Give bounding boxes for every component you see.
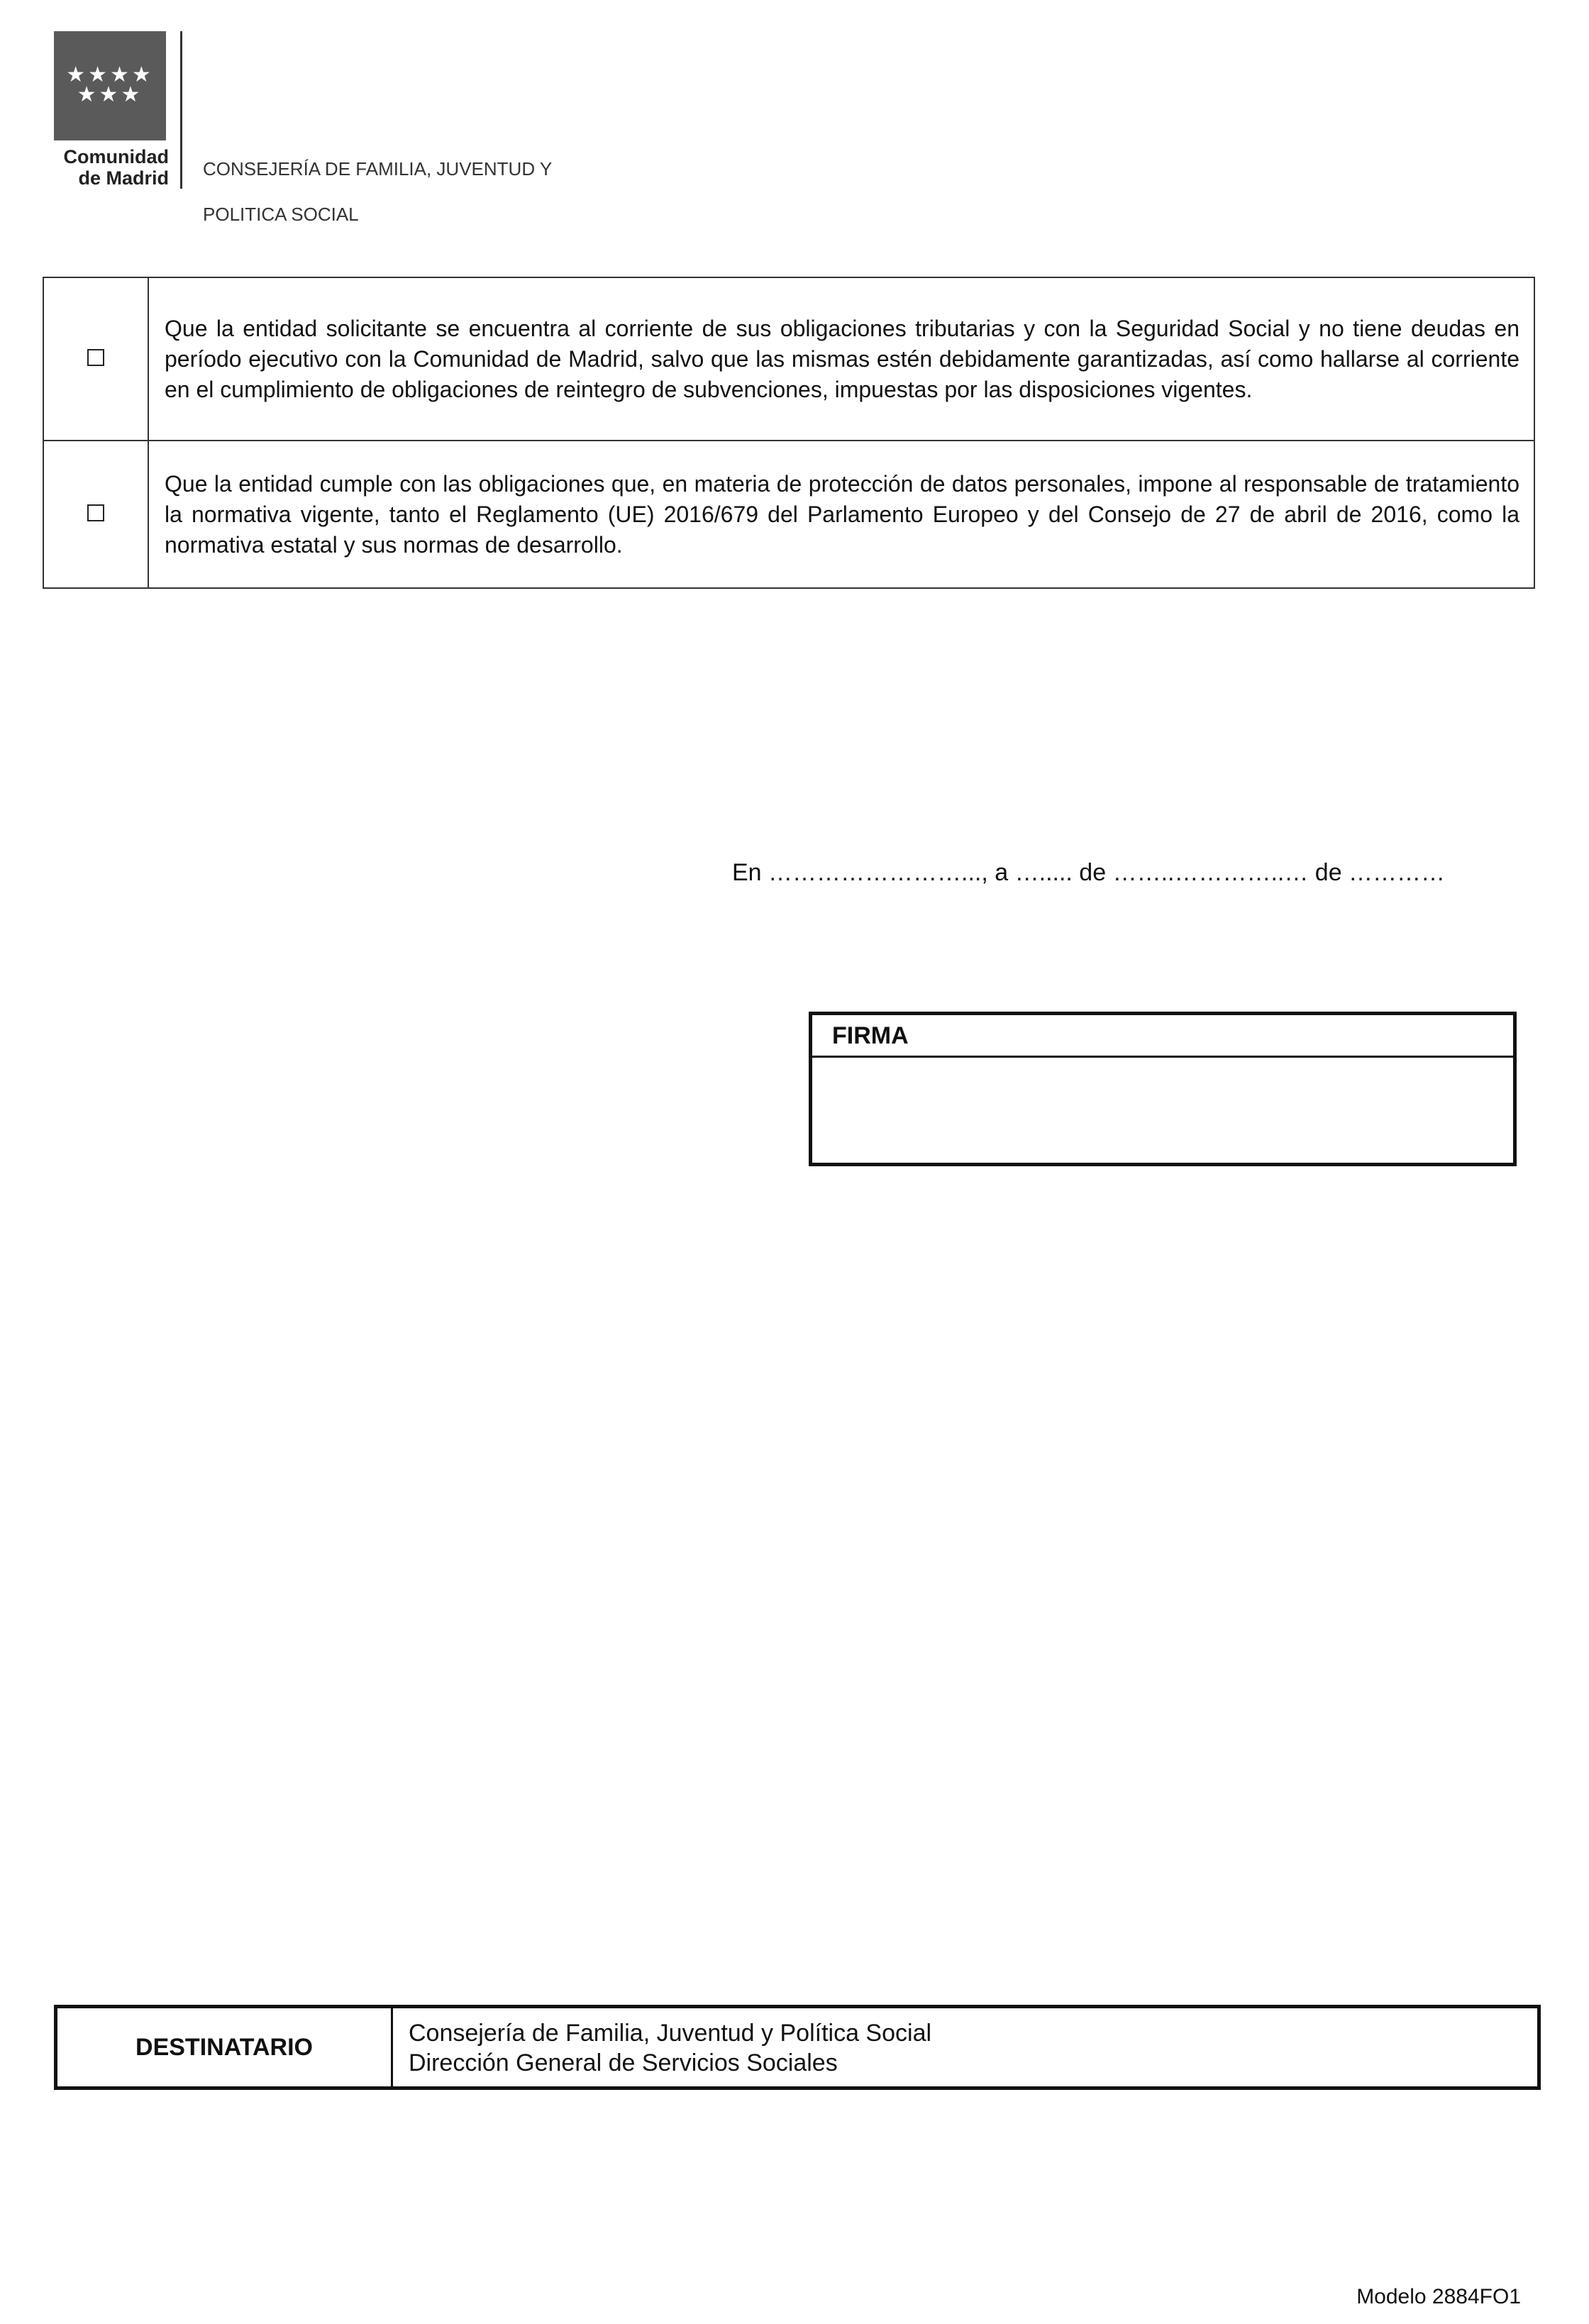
declaration-row (43, 441, 1534, 588)
recipient-box (54, 2005, 1541, 2090)
recipient-line2: Dirección General de Servicios Sociales (409, 2049, 838, 2076)
recipient-line1: Consejería de Familia, Juventud y Política Social (409, 2020, 932, 2047)
consejeria-title (203, 135, 699, 248)
declaration-checkbox-cell (43, 441, 148, 588)
model-code: Modelo 2884FO1 (1356, 2285, 1521, 2308)
recipient-label: DESTINATARIO (57, 2008, 393, 2086)
declaration-1-checkbox[interactable] (87, 349, 104, 366)
consejeria-line1: CONSEJERÍA DE FAMILIA, JUVENTUD Y (203, 158, 553, 179)
logo-stars-icon: ★★★★ ★★★ (66, 62, 154, 107)
declaration-1-text: Que la entidad solicitante se encuentra al corriente de sus obligaciones tributarias y con la Seguridad Social y no tiene deudas en período ejecutivo con la Comunidad de Madrid, salvo que las mismas estén debidamente garantizadas, así como hallarse al corriente en el cumplimiento de obligaciones de reintegro de subvenciones, impuestas por las disposiciones vigentes. (148, 277, 1534, 441)
date-place-line[interactable]: En ……………………..., a …..... de ……..…………..… de ………… (732, 859, 1446, 886)
logo-text-line1: Comunidad (63, 146, 169, 167)
logo-text-line2: de Madrid (78, 167, 169, 189)
comunidad-madrid-logo (54, 31, 166, 140)
declaration-2-checkbox[interactable] (87, 504, 104, 521)
declaration-row (43, 277, 1534, 441)
signature-box[interactable] (809, 1012, 1517, 1166)
declaration-2-text: Que la entidad cumple con las obligaciones que, en materia de protección de datos personales, impone al responsable de tratamiento la normativa vigente, tanto el Reglamento (UE) 2016/679 del Parlamento Europeo y del Consejo de 27 de abril de 2016, como la normativa estatal y sus normas de desarrollo. (148, 441, 1534, 588)
signature-label: FIRMA (812, 1015, 1513, 1058)
recipient-value (393, 2008, 1537, 2086)
declaration-checkbox-cell (43, 277, 148, 441)
consejeria-line2: POLITICA SOCIAL (203, 204, 359, 225)
logo-text (51, 146, 169, 189)
declarations-table (43, 277, 1535, 589)
header-divider (180, 31, 182, 189)
